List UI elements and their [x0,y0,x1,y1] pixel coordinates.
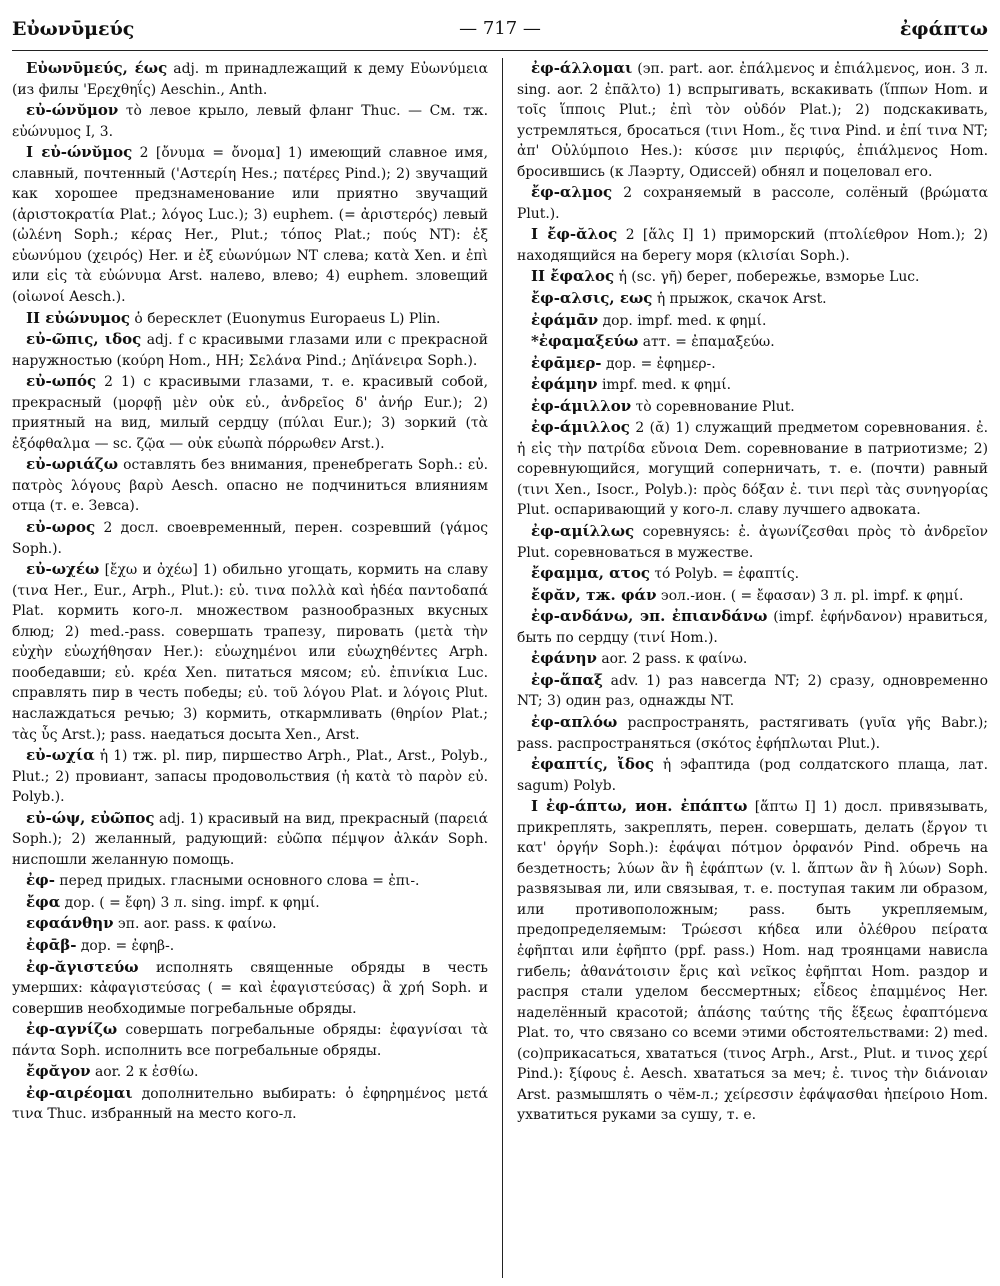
dictionary-entry [12,559,488,745]
entry-headword: *ἐφαμαξεύω [531,332,639,351]
entry-headword: ἔφ-αλσις, εως [531,289,653,308]
entry-headword: ἐφ-άμιλλον [531,396,632,415]
header-first-word: Εὐωνῡμεύς [12,18,135,40]
entry-definition: дор. impf. med. к φημί. [598,312,767,329]
entry-headword: ἐφ-ᾰγιστεύω [26,957,139,976]
page-number: — 717 — [459,18,541,39]
dictionary-entry [12,1083,488,1125]
dictionary-entry [12,100,488,142]
entry-definition: ἡ (sc. γῆ) берег, побережье, взморье Luc. [614,269,920,286]
entry-headword: εφαάνθην [26,914,114,933]
dictionary-entry [12,517,488,559]
entry-definition: дор. = ἐφημερ-. [601,355,716,372]
entry-definition: ὁ бересклет (Euonymus Europaeus L) Plin. [130,310,441,327]
dictionary-entry [517,266,988,288]
entry-definition: impf. med. к φημί. [597,377,732,394]
dictionary-entry [12,935,488,957]
entry-definition: эп. aor. pass. к φαίνω. [113,916,277,933]
entry-definition: распространять, растягивать (γυῖα γῆς Babr.); pass. распространяться (σκότος ἐφήπλωται Plut.). [517,714,988,752]
page-header [12,12,988,46]
dictionary-entry [517,182,988,224]
dictionary-entry [12,142,488,307]
entry-definition: ἡ 1) тж. pl. пир, пиршество Arph., Plat., Arst., Polyb., Plut.; 2) провиант, запасы продовольствия (ἡ κατὰ τὸ παρὸν εὐ. Polyb.). [12,748,488,806]
entry-definition: 2 (ᾰ) 1) служащий предметом соревнования. ἐ. ἡ εἰς τὴν πατρίδα εὔνοια Dem. соревнование в патриотизме; 2) соревнующийся, могущий соперничать, т. е. (почти) равный (τινι Xen., Isocr., Polyb.): πρὸς δόξαν ἐ. τινι περὶ τὰς συνηγορίας Plut. оспаривающий у кого-л. славу лучшего адвоката. [517,420,988,519]
dictionary-entry [12,371,488,454]
dictionary-entry [12,1061,488,1083]
entry-definition: (impf. ἐφήνδανον) нравиться, быть по сердцу (τινί Hom.). [517,609,988,646]
entry-definition: эол.-ион. ( = ἔφασαν) 3 л. pl. impf. к φημί. [656,587,964,604]
entry-headword: εὐ-ωχέω [26,560,100,579]
entry-headword: ἔφ-αλμος [531,183,613,202]
entry-headword: ἐφ-αιρέομαι [26,1083,133,1102]
entry-definition: 2 1) с красивыми глазами, т. е. красивый собой, прекрасный (μορφῇ μὲν οὐκ εὐ., ἀνδρεῖος δ' ἀνήρ Eur.); 2) приятный на вид, милый сердцу (πύλαι Eur.); 3) зоркий (τὰ ἐξόφθαλμα — sc. ζῷα — οὐκ εὐωπὰ πόρρωθεν Arst.). [12,374,488,452]
dictionary-entry [517,585,988,607]
entry-headword: ἔφαμμα, ατος [531,564,650,583]
entry-definition: adj. f с красивыми глазами или с прекрасной наружностью (κούρη Hom., HH; Σελάνα Pind.; Δηϊάνειρα Soph.). [12,332,488,369]
entry-definition: τὸ соревнование Plut. [631,398,795,415]
entry-headword: II ἔφαλος [531,267,615,286]
entry-definition: aor. 2 pass. к φαίνω. [596,651,748,668]
entry-definition: [ἔχω и ὀχέω] 1) обильно угощать, кормить на славу (τινα Her., Eur., Arph., Plut.): εὐ. τινα πολλὰ καὶ ἡδέα παντοδαπά Plat. кормить кого-л. множеством разнообразных вкусных блюд; 2) med.-pass. совершать трапезу, пировать (μετὰ τὴν εὐχὴν εὐωχήθησαν Her.): εὐωχημένοι или εὐωχηθέντες Arph. пообедавши; εὐ. κρέα Xen. питаться мясом; εὐ. ἐπινίκια Luc. справлять пир в честь победы; εὐ. τοῦ λόγου Plat. и λόγοις Plut. наслаждаться речью; 3) кормить, откармливать (θηρίον Plat.; τὰς ὗς Arst.); pass. наедаться досыта Xen., Arst. [12,562,488,743]
entry-definition: дор. ( = ἔφη) 3 л. sing. impf. к φημί. [60,894,320,911]
entry-definition: оставлять без внимания, пренебрегать Soph.: εὐ. πατρὸς λόγους βαρὺ Aesch. опасно не подчиниться влияниям отца (т. е. Зевса). [12,457,488,515]
entry-definition: ἡ эфаптида (род солдатского плаща, лат. sagum) Polyb. [517,757,988,794]
dictionary-entry [517,670,988,712]
entry-definition: adj. m принадлежащий к дему Εὐωνύμεια (из филы 'Ερεχθηΐς) Aeschin., Anth. [12,61,488,98]
entry-definition: adv. 1) раз навсегда NT; 2) сразу, одновременно NT; 3) один раз, однажды NT. [517,672,988,710]
dictionary-entry [12,892,488,914]
entry-definition: τὸ левое крыло, левый фланг Thuc. — См. тж. εὐώνυμος I, 3. [12,103,488,140]
entry-headword: ἐφ- [26,871,55,890]
dictionary-entry [12,454,488,517]
entry-headword: εὐ-ωριάζω [26,455,118,474]
entry-headword: εὐ-ωχία [26,746,95,765]
dictionary-entry [517,224,988,266]
entry-definition: adj. 1) красивый на вид, прекрасный (παρειά Soph.); 2) желанный, радующий: εὐῶπα πέμψον ἀλκάν Soph. ниспошли желанную помощь. [12,810,488,868]
entry-definition: дополнительно выбирать: ὁ ἐφηρημένος μετά τινα Thuc. избранный на место кого-л. [12,1085,488,1123]
entry-headword: ἐφ-αγνίζω [26,1020,118,1039]
entry-definition: атт. = ἐπαμαξεύω. [638,334,775,351]
dictionary-entry [12,745,488,808]
entry-headword: ἐφ-ἅπαξ [531,670,603,689]
entry-definition: совершать погребальные обряды: ἐφαγνίσαι τὰ πάντα Soph. исполнить все погребальные обряды. [12,1022,488,1059]
dictionary-entry [12,1019,488,1061]
dictionary-entry [12,329,488,371]
dictionary-entry [517,606,988,648]
dictionary-entry [12,808,488,871]
dictionary-entry [517,58,988,182]
entry-headword: ἐφ-αμίλλως [531,522,635,541]
dictionary-entry [517,396,988,418]
entry-headword: εὐ-ωπός [26,372,97,391]
dictionary-entry [517,353,988,375]
header-last-word: ἐφάπτω [899,18,988,40]
dictionary-entry [517,331,988,353]
entry-headword: Εὐωνῡμεύς, έως [26,59,168,77]
entry-headword: ἔφᾰν, тж. φάν [531,585,657,604]
entry-headword: I ἔφ-ᾰλος [531,225,618,244]
entry-definition: ἡ прыжок, скачок Arst. [652,291,827,308]
left-column [12,58,502,1278]
entry-definition: дор. = ἐφηβ-. [76,937,175,954]
entry-headword: ἐφάνην [531,649,597,668]
entry-headword: ἔφᾰγον [26,1062,91,1081]
entry-definition: перед придых. гласными основного слова = ἐπι-. [54,873,420,890]
entry-headword: εὐ-ωρος [26,518,96,537]
dictionary-entry [517,288,988,310]
entry-headword: ἐφᾱμερ- [531,353,602,372]
entry-headword: εὐ-ώψ, εὐῶπος [26,808,155,827]
entry-headword: εὐ-ῶπις, ιδος [26,330,142,349]
entry-headword: ἔφα [26,892,61,911]
entry-definition: 2 сохраняемый в рассоле, солёный (βρώματα Plut.). [517,185,988,222]
entry-headword: ἐφ-ανδάνω, эп. ἐπιανδάνω [531,607,768,626]
entry-headword: ἐφᾱβ- [26,935,77,954]
entry-definition: 2 [ἅλς I] 1) приморский (πτολίεθρον Hom.); 2) находящийся на берегу моря (κλισίαι Soph.). [517,227,988,264]
entry-definition: τό Polyb. = ἐφαπτίς. [649,566,800,583]
entry-headword: ἐφαπτίς, ἴδος [531,755,655,774]
dictionary-entry [517,417,988,521]
dictionary-entry [517,796,988,1126]
entry-definition: 2 досл. своевременный, перен. созревший (γάμος Soph.). [12,520,488,557]
entry-headword: ἐφάμην [531,375,598,394]
entry-definition: соревнуясь: ἐ. ἀγωνίζεσθαι πρὸς τὸ ἀνδρεῖον Plut. соревноваться в мужестве. [517,524,988,561]
entry-headword: II εὐώνυμος [26,308,130,327]
entry-definition: (эп. part. aor. ἐπάλμενος и ἐπιάλμενος, ион. 3 л. sing. aor. 2 ἐπᾶλτο) 1) вспрыгивать, вскакивать (ἵππων Hom. и τοῖς ἵπποις Plut.; ἐπὶ τὸν οὐδόν Plat.); 2) подскакивать, устремляться, бросаться (τινι Hom., ἔς τινα Pind. и ἐπί τινα NT; ἀπ' Οὐλύμποιο Hes.): κύσσε μιν περιφύς, ἐπιάλμενος Hom. бросившись (к Лаэрту, Одиссей) обнял и поцеловал его. [517,61,988,180]
dictionary-entry [517,648,988,670]
dictionary-entry [12,58,488,100]
entry-headword: I εὐ-ώνῠμος [26,143,133,162]
dictionary-entry [517,754,988,796]
entry-headword: ἐφ-άμιλλος [531,418,630,437]
dictionary-entry [12,913,488,935]
entry-definition: исполнять священные обряды в честь умерших: κἀφαγιστεύσας ( = καὶ ἐφαγιστεύσας) ἃ χρή Soph. и совершив необходимые погребальные обряды. [12,959,488,1017]
dictionary-entry [517,712,988,754]
dictionary-entry [517,563,988,585]
entry-headword: ἐφ-απλόω [531,712,618,731]
dictionary-entry [12,957,488,1020]
dictionary-entry [517,374,988,396]
right-column [502,58,988,1278]
entry-headword: εὐ-ώνῠμον [26,101,119,120]
header-rule [12,50,988,51]
entry-definition: 2 [ὄνυμα = ὄνομα] 1) имеющий славное имя, славный, почтенный ('Αστερίη Hes.; πατέρες Pind.); 2) звучащий как хорошее предзнаменование или приятно звучащий (ἀριστοκρατία Plat.; λόγος Luc.); 3) euphem. (= ἀριστερός) левый (ὠλένη Soph.; κέρας Her., Plut.; τόπος Plat.; πούς NT): ἐξ εὐωνύμου (χειρός) Her. и ἐξ εὐωνύμων NT слева; κατὰ Xen. и ἐπὶ или εἰς τὰ εὐώνυμα Arst. налево, влево; 4) euphem. зловещий (οἰωνοί Aesch.). [12,145,488,306]
entry-definition: [ἅπτω I] 1) досл. привязывать, прикреплять, закреплять, перен. совершать, делать (ἔργον τι κατ' ὀργήν Soph.): ἐφάψαι πότμον ὀρφανόν Pind. обречь на бездетность; λύων ἂν ἢ ἐφάπτων (v. l. ἅπτων ἂν ἢ λύων) Soph. развязывая ли, или связывая, т. е. поступая таким ли образом, или противоположным; pass. быть укрепляемым, предопределяемым: Τρώεσσι κήδεα или ὀλέθρου πείρατα ἐφῆπται или ἐφῆπτο (ppf. pass.) Hom. над троянцами нависла гибель; ἀθανάτοισιν ἔρις καὶ νεῖκος ἐφῆπται Hom. раздор и распря стали уделом бессмертных; εἶδεος ἐπαμμένος Her. наделённый красотой; ἁπάσης ταύτης τῆς ἕξεως ἐφαπτόμενα Plat. то, что связано со всеми этими обстоятельствами: 2) med. (со)прикасаться, хвататься (τινος Arph., Arst., Plut. и τινος χερί Pind.): ξίφους ἐ. Aesch. хвататься за меч; ἐ. τινος τὴν διάνοιαν Arst. размышлять о чём-л.; χείρεσσιν ἐφάψασθαι ἠπείροιο Hom. ухватиться руками за сушу, т. е. [517,799,988,1124]
entry-headword: ἐφ-άλλομαι [531,59,633,77]
entry-headword: I ἐφ-άπτω, ион. ἐπάπτω [531,797,748,816]
dictionary-entry [12,308,488,330]
dictionary-entry [517,310,988,332]
columns [12,58,988,1278]
entry-definition: aor. 2 к ἐσθίω. [90,1064,199,1081]
dictionary-entry [517,521,988,563]
dictionary-entry [12,870,488,892]
entry-headword: ἐφάμᾱν [531,310,599,329]
